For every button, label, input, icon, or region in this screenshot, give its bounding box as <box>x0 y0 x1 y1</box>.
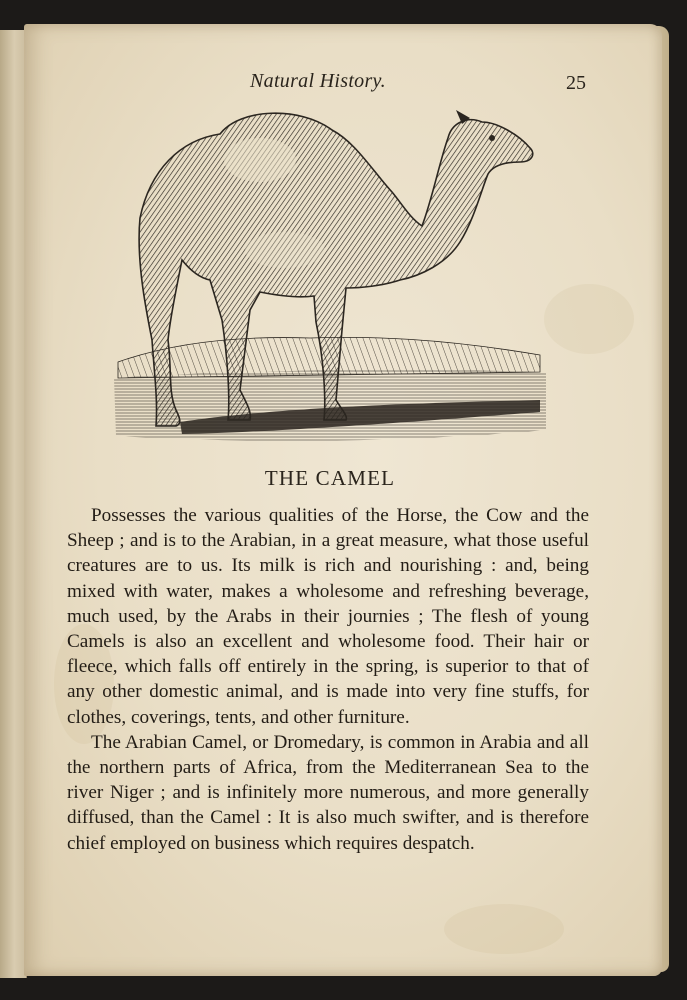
paragraph: Possesses the various qualities of the Horse, the Cow and the Sheep ; and is to the Arabian, in a great measure, what those useful creatures are to us. Its milk is rich and nourishing : and, being mixed with water, makes a wholesome and refreshing beverage, much used, by the Arabs in their journies ; The flesh of young Camels is also an excellent and wholesome food. Their hair or fleece, which falls off entirely in the spring, is superior to that of any other domestic animal, and is made into very fine stuffs, for clothes, coverings, tents, and other furniture. <box>67 505 589 728</box>
page-number: 25 <box>566 72 586 94</box>
paragraph: The Arabian Camel, or Dromedary, is common in Arabia and all the northern parts of Africa, from the Mediterranean Sea to the river Niger ; and is infinitely more numerous, and more generally diffused, than the Camel : It is also much swifter, and is therefore chief employed on business which requires despatch. <box>67 731 589 854</box>
camel-eye <box>489 135 495 141</box>
article-heading: THE CAMEL <box>264 466 396 490</box>
paper-stain <box>544 284 634 354</box>
camel-illustration <box>110 100 550 460</box>
article-body <box>67 503 589 856</box>
adjacent-page-edge <box>0 30 27 978</box>
running-head: Natural History. <box>250 70 386 92</box>
hump-highlight <box>224 138 296 182</box>
paper-stain <box>444 904 564 954</box>
belly-highlight <box>245 232 325 268</box>
